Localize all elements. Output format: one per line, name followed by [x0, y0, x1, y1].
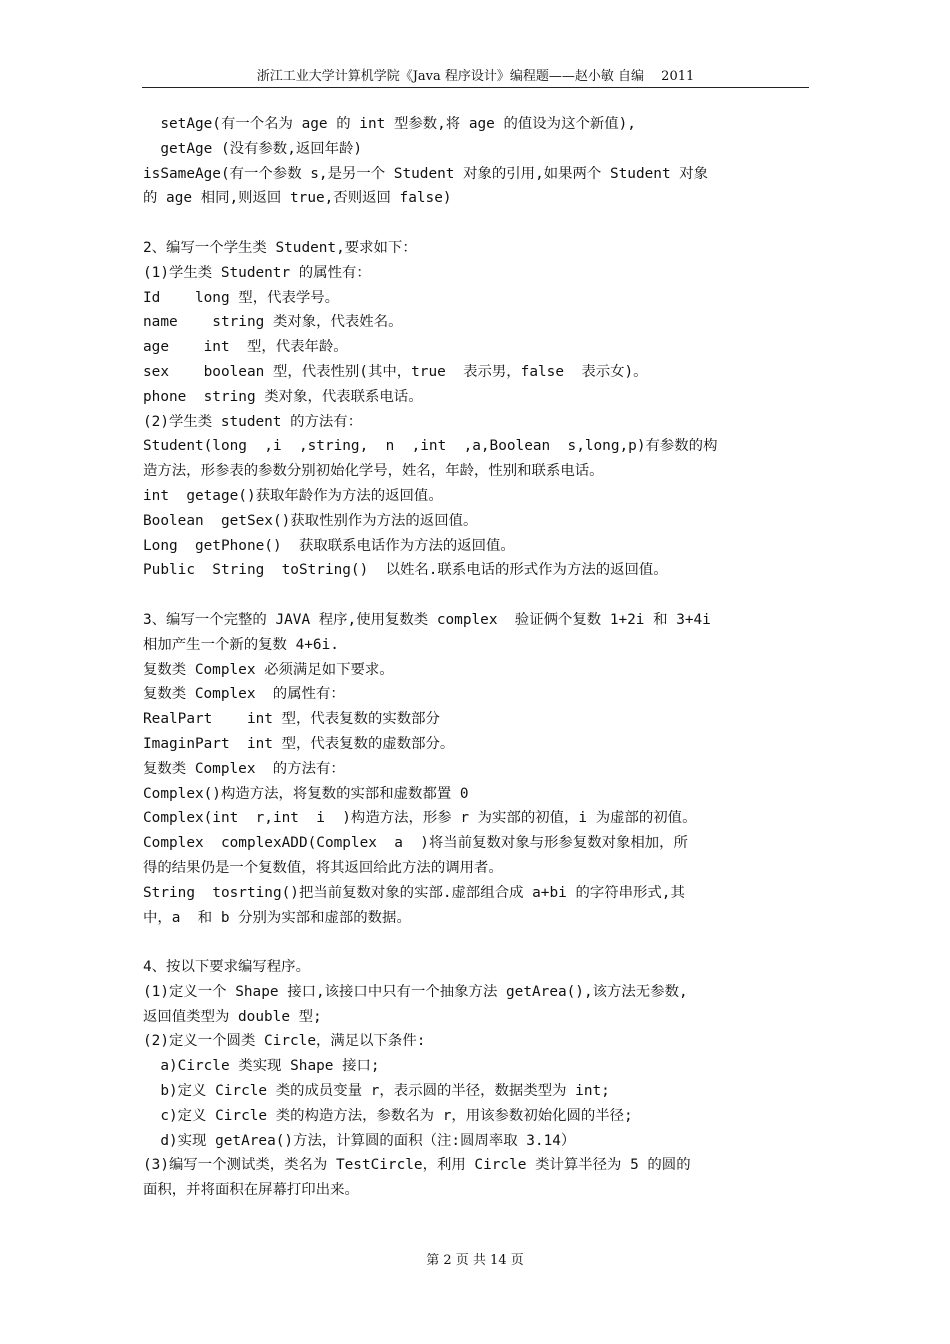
text-line: int getage()获取年龄作为方法的返回值。 — [143, 487, 443, 504]
blank-line — [143, 211, 811, 236]
text-line: phone string 类对象，代表联系电话。 — [143, 388, 423, 405]
text-line: 面积，并将面积在屏幕打印出来。 — [143, 1182, 359, 1199]
text-line: Boolean getSex()获取性别作为方法的返回值。 — [143, 512, 478, 529]
text-line: c)定义 Circle 类的构造方法，参数名为 r，用该参数初始化圆的半径; — [143, 1107, 633, 1124]
text-line: Complex complexADD(Complex a )将当前复数对象与形参复数对象相加，所 — [143, 835, 688, 852]
text-line: (2)学生类 student 的方法有： — [143, 413, 363, 430]
page-header: 浙江工业大学计算机学院《Java 程序设计》编程题——赵小敏 自编 2011 — [142, 65, 809, 88]
text-line: Student(long ,i ,string, n ,int ,a,Boolean s,long,p)有参数的构 — [143, 438, 718, 455]
text-line: (1)定义一个 Shape 接口,该接口中只有一个抽象方法 getArea(),该方法无参数, — [143, 983, 688, 1000]
text-line: (3)编写一个测试类，类名为 TestCircle，利用 Circle 类计算半径为 5 的圆的 — [143, 1157, 691, 1174]
text-line: d)实现 getArea()方法，计算圆的面积（注:圆周率取 3.14） — [143, 1132, 576, 1149]
text-line: 2、编写一个学生类 Student,要求如下： — [143, 239, 417, 256]
text-line: Public String toString() 以姓名.联系电话的形式作为方法的返回值。 — [143, 562, 668, 579]
text-line: Id long 型，代表学号。 — [143, 289, 340, 306]
text-line: 4、按以下要求编写程序。 — [143, 959, 310, 976]
text-line: isSameAge(有一个参数 s,是另一个 Student 对象的引用,如果两个 Student 对象 — [143, 165, 709, 182]
text-line: sex boolean 型，代表性别(其中，true 表示男，false 表示女)。 — [143, 363, 648, 380]
text-line: 中，a 和 b 分别为实部和虚部的数据。 — [143, 909, 411, 926]
text-line: b)定义 Circle 类的成员变量 r，表示圆的半径，数据类型为 int; — [143, 1083, 610, 1100]
text-line: ImaginPart int 型，代表复数的虚数部分。 — [143, 735, 455, 752]
text-line: name string 类对象，代表姓名。 — [143, 314, 403, 331]
text-line: 造方法，形参表的参数分别初始化学号，姓名，年龄，性别和联系电话。 — [143, 463, 604, 480]
text-line: 返回值类型为 double 型; — [143, 1008, 322, 1025]
text-line: getAge (没有参数,返回年龄) — [143, 140, 363, 157]
text-line: 相加产生一个新的复数 4+6i. — [143, 636, 339, 653]
text-line: (2)定义一个圆类 Circle，满足以下条件: — [143, 1033, 426, 1050]
text-line: a)Circle 类实现 Shape 接口; — [143, 1058, 380, 1075]
text-line: RealPart int 型，代表复数的实数部分 — [143, 711, 440, 728]
document-body — [143, 112, 811, 1203]
page-footer: 第 2 页 共 14 页 — [426, 1253, 524, 1268]
text-line: setAge(有一个名为 age 的 int 型参数,将 age 的值设为这个新值), — [143, 116, 636, 132]
blank-line — [143, 583, 811, 608]
text-line: (1)学生类 Studentr 的属性有： — [143, 264, 371, 281]
text-line: 的 age 相同,则返回 true,否则返回 false) — [143, 190, 452, 207]
text-line: 3、编写一个完整的 JAVA 程序,使用复数类 complex 验证俩个复数 1+2i 和 3+4i — [143, 611, 711, 628]
text-line: Complex()构造方法，将复数的实部和虚数都置 0 — [143, 785, 469, 802]
text-line: 复数类 Complex 的属性有： — [143, 686, 345, 703]
text-line: Complex(int r,int i )构造方法，形参 r 为实部的初值，i 为虚部的初值。 — [143, 810, 697, 827]
text-line: 复数类 Complex 必须满足如下要求。 — [143, 661, 394, 678]
blank-line — [143, 930, 811, 955]
text-line: 得的结果仍是一个复数值，将其返回给此方法的调用者。 — [143, 859, 503, 876]
text-line: age int 型，代表年龄。 — [143, 339, 348, 356]
text-line: String tosrting()把当前复数对象的实部.虚部组合成 a+bi 的字符串形式,其 — [143, 884, 685, 901]
text-line: Long getPhone() 获取联系电话作为方法的返回值。 — [143, 537, 515, 554]
text-line: 复数类 Complex 的方法有： — [143, 760, 345, 777]
